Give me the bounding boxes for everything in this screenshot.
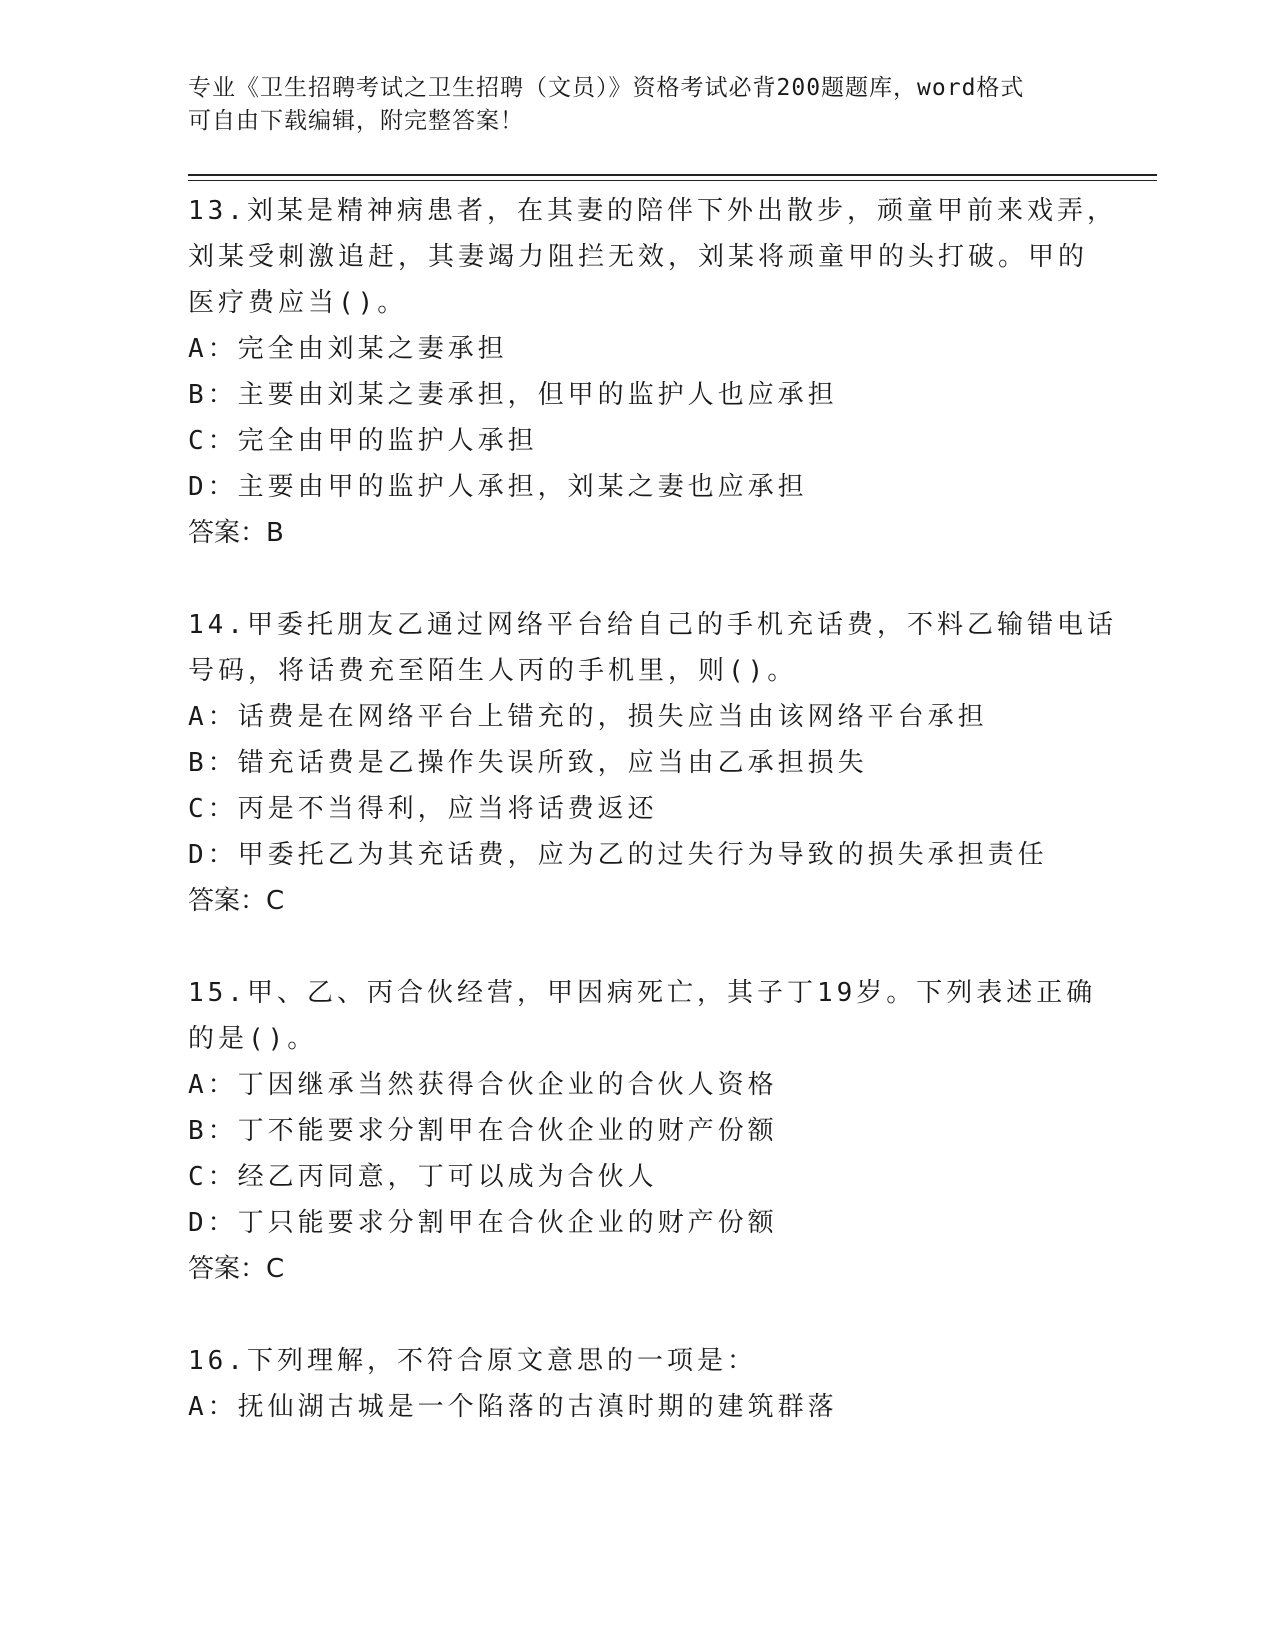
question-text-line: 14.甲委托朋友乙通过网络平台给自己的手机充话费，不料乙输错电话 bbox=[188, 610, 1117, 640]
option-a: A：话费是在网络平台上错充的，损失应当由该网络平台承担 bbox=[188, 702, 988, 732]
option-b: B：丁不能要求分割甲在合伙企业的财产份额 bbox=[188, 1116, 778, 1146]
question-text-line: 13.刘某是精神病患者，在其妻的陪伴下外出散步，顽童甲前来戏弄， bbox=[188, 196, 1117, 226]
option-d: D：主要由甲的监护人承担，刘某之妻也应承担 bbox=[188, 472, 808, 502]
answer: 答案：C bbox=[188, 1254, 285, 1284]
option-b: B：错充话费是乙操作失误所致，应当由乙承担损失 bbox=[188, 748, 868, 778]
question-text-line: 医疗费应当()。 bbox=[188, 288, 408, 318]
question-list bbox=[188, 188, 1148, 1430]
question-14 bbox=[188, 602, 1148, 924]
answer: 答案：B bbox=[188, 518, 284, 548]
spacer bbox=[188, 1292, 1148, 1338]
option-c: C：丙是不当得利，应当将话费返还 bbox=[188, 794, 658, 824]
header-divider-thin bbox=[188, 180, 1157, 181]
spacer bbox=[188, 924, 1148, 970]
header-line-2: 可自由下载编辑，附完整答案！ bbox=[188, 108, 524, 134]
option-a: A：抚仙湖古城是一个陷落的古滇时期的建筑群落 bbox=[188, 1392, 838, 1422]
question-text-line: 15.甲、乙、丙合伙经营，甲因病死亡，其子丁19岁。下列表述正确 bbox=[188, 978, 1097, 1008]
question-text-line: 号码，将话费充至陌生人丙的手机里，则()。 bbox=[188, 656, 798, 686]
option-d: D：甲委托乙为其充话费，应为乙的过失行为导致的损失承担责任 bbox=[188, 840, 1048, 870]
question-text-line: 刘某受刺激追赶，其妻竭力阻拦无效，刘某将顽童甲的头打破。甲的 bbox=[188, 242, 1089, 272]
question-15 bbox=[188, 970, 1148, 1292]
question-16 bbox=[188, 1338, 1148, 1430]
question-text-line: 16.下列理解，不符合原文意思的一项是： bbox=[188, 1346, 757, 1376]
question-13 bbox=[188, 188, 1148, 556]
question-text-line: 的是()。 bbox=[188, 1024, 318, 1054]
answer: 答案：C bbox=[188, 886, 285, 916]
option-a: A：丁因继承当然获得合伙企业的合伙人资格 bbox=[188, 1070, 778, 1100]
option-a: A：完全由刘某之妻承担 bbox=[188, 334, 508, 364]
option-d: D：丁只能要求分割甲在合伙企业的财产份额 bbox=[188, 1208, 778, 1238]
option-c: C：完全由甲的监护人承担 bbox=[188, 426, 538, 456]
header-divider-thick bbox=[188, 174, 1157, 176]
option-c: C：经乙丙同意，丁可以成为合伙人 bbox=[188, 1162, 658, 1192]
option-b: B：主要由刘某之妻承担，但甲的监护人也应承担 bbox=[188, 380, 838, 410]
document-header bbox=[188, 72, 1088, 138]
header-line-1: 专业《卫生招聘考试之卫生招聘（文员）》资格考试必背200题题库，word格式 bbox=[188, 75, 1025, 101]
spacer bbox=[188, 556, 1148, 602]
